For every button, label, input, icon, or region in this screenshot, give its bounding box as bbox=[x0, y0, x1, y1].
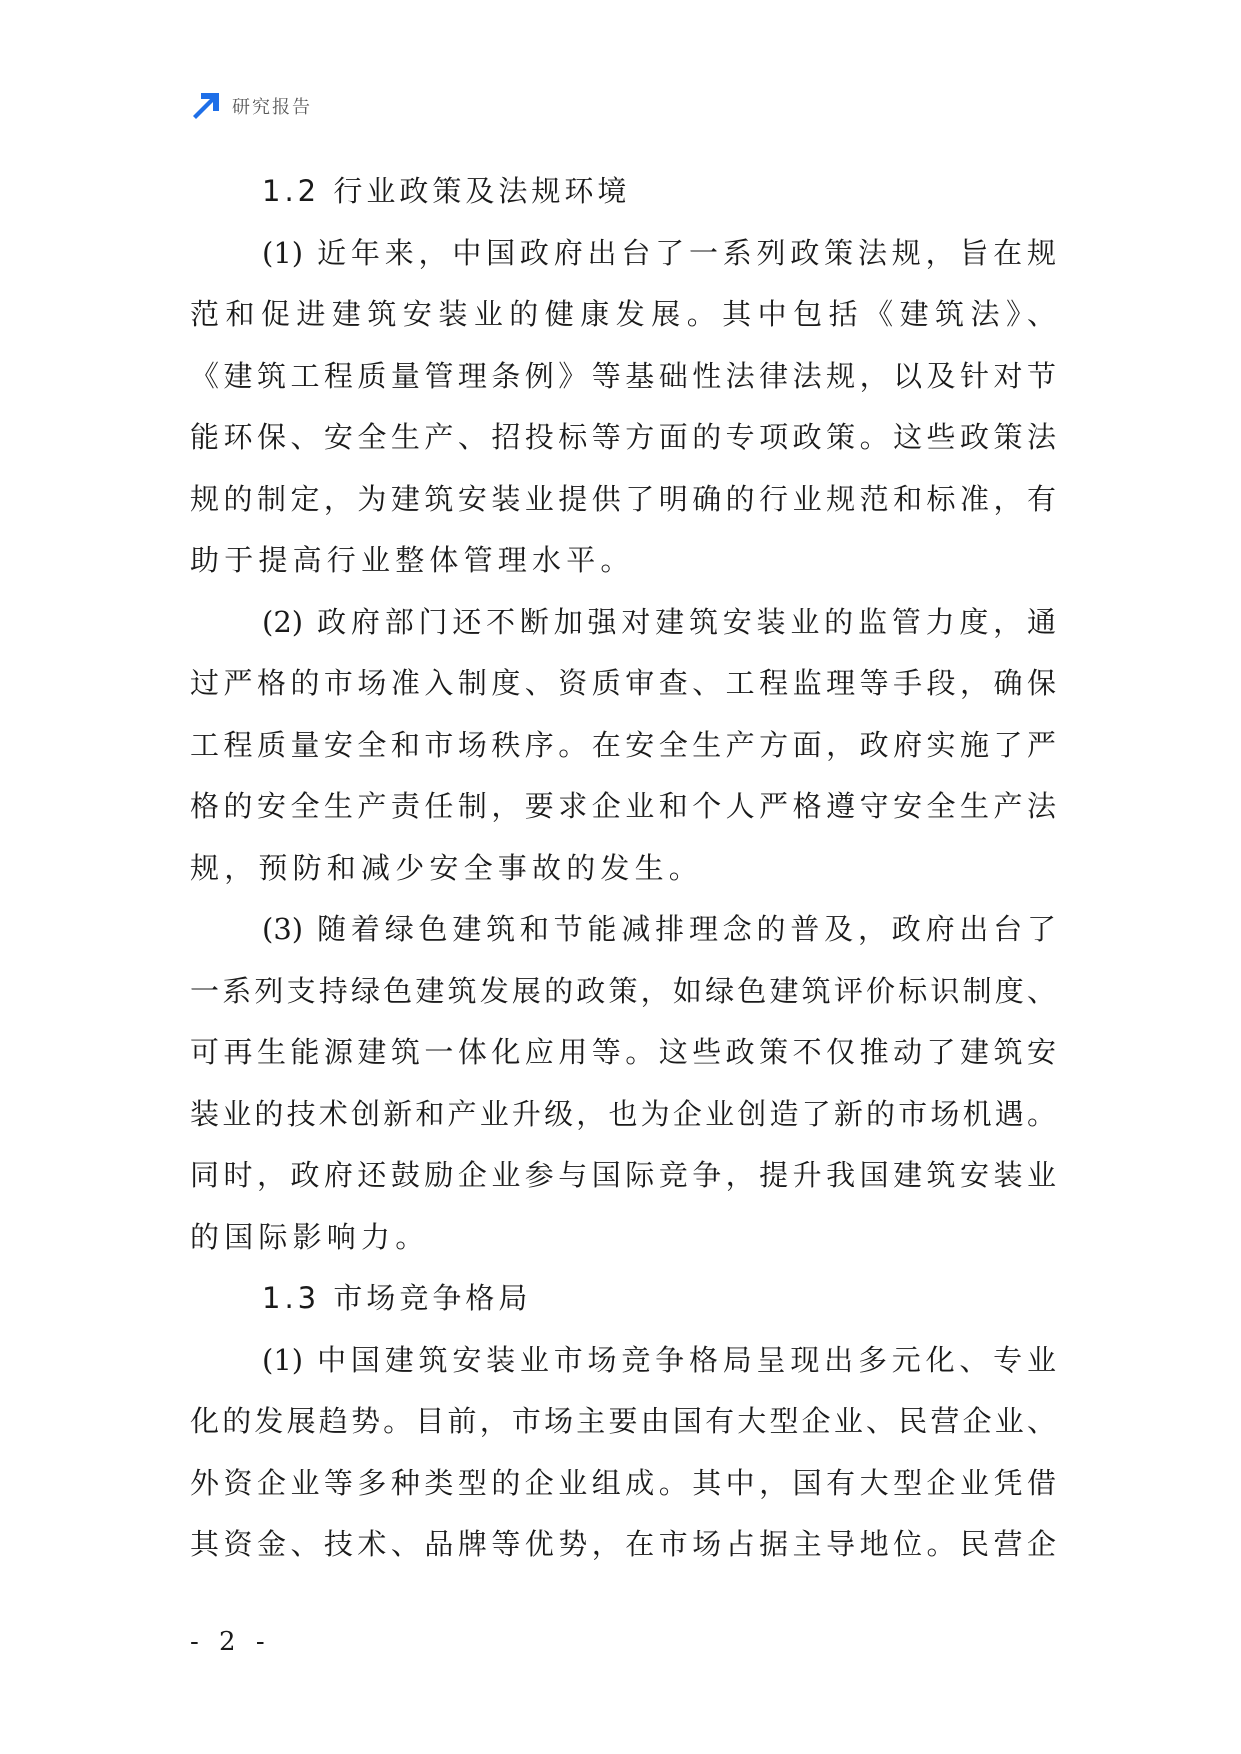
paragraph-line: (1) 中国建筑安装业市场竞争格局呈现出多元化、专业 bbox=[262, 1342, 1056, 1377]
report-header bbox=[190, 90, 312, 122]
paragraph-line: 一系列支持绿色建筑发展的政策，如绿色建筑评价标识制度、 bbox=[190, 973, 1056, 1008]
section-heading: 1.3 市场竞争格局 bbox=[262, 1281, 532, 1315]
page-number: - 2 - bbox=[190, 1627, 271, 1657]
paragraph-line: 规，预防和减少安全事故的发生。 bbox=[190, 850, 704, 885]
paragraph-line: 同时，政府还鼓励企业参与国际竞争，提升我国建筑安装业 bbox=[190, 1158, 1056, 1192]
paragraph-line: (2) 政府部门还不断加强对建筑安装业的监管力度，通 bbox=[262, 604, 1056, 639]
paragraph-line: (3) 随着绿色建筑和节能减排理念的普及，政府出台了 bbox=[262, 912, 1056, 946]
paragraph-line: 《建筑工程质量管理条例》等基础性法律法规，以及针对节 bbox=[190, 358, 1056, 393]
paragraph-line: 规的制定，为建筑安装业提供了明确的行业规范和标准，有 bbox=[190, 481, 1056, 516]
paragraph-line: 的国际影响力。 bbox=[190, 1219, 430, 1254]
paragraph-line: 装业的技术创新和产业升级，也为企业创造了新的市场机遇。 bbox=[190, 1096, 1056, 1131]
document-body bbox=[190, 161, 1056, 1576]
paragraph-line: 过严格的市场准入制度、资质审查、工程监理等手段，确保 bbox=[190, 666, 1056, 700]
paragraph-line: 其资金、技术、品牌等优势，在市场占据主导地位。民营企 bbox=[190, 1527, 1056, 1561]
header-title: 研究报告 bbox=[232, 97, 312, 118]
paragraph-line: 工程质量安全和市场秩序。在安全生产方面，政府实施了严 bbox=[190, 727, 1056, 762]
paragraph-line: 范和促进建筑安装业的健康发展。其中包括《建筑法》、 bbox=[190, 297, 1056, 331]
paragraph-line: 可再生能源建筑一体化应用等。这些政策不仅推动了建筑安 bbox=[190, 1035, 1056, 1069]
paragraph-line: 能环保、安全生产、招投标等方面的专项政策。这些政策法 bbox=[190, 420, 1056, 454]
paragraph-line: 化的发展趋势。目前，市场主要由国有大型企业、民营企业、 bbox=[190, 1404, 1056, 1438]
paragraph-line: 格的安全生产责任制，要求企业和个人严格遵守安全生产法 bbox=[190, 789, 1056, 823]
paragraph-line: 助于提高行业整体管理水平。 bbox=[190, 543, 635, 577]
section-heading: 1.2 行业政策及法规环境 bbox=[262, 174, 631, 208]
paragraph-line: (1) 近年来，中国政府出台了一系列政策法规，旨在规 bbox=[262, 235, 1056, 270]
arrow-up-right-icon bbox=[190, 90, 222, 122]
paragraph-line: 外资企业等多种类型的企业组成。其中，国有大型企业凭借 bbox=[190, 1465, 1056, 1500]
